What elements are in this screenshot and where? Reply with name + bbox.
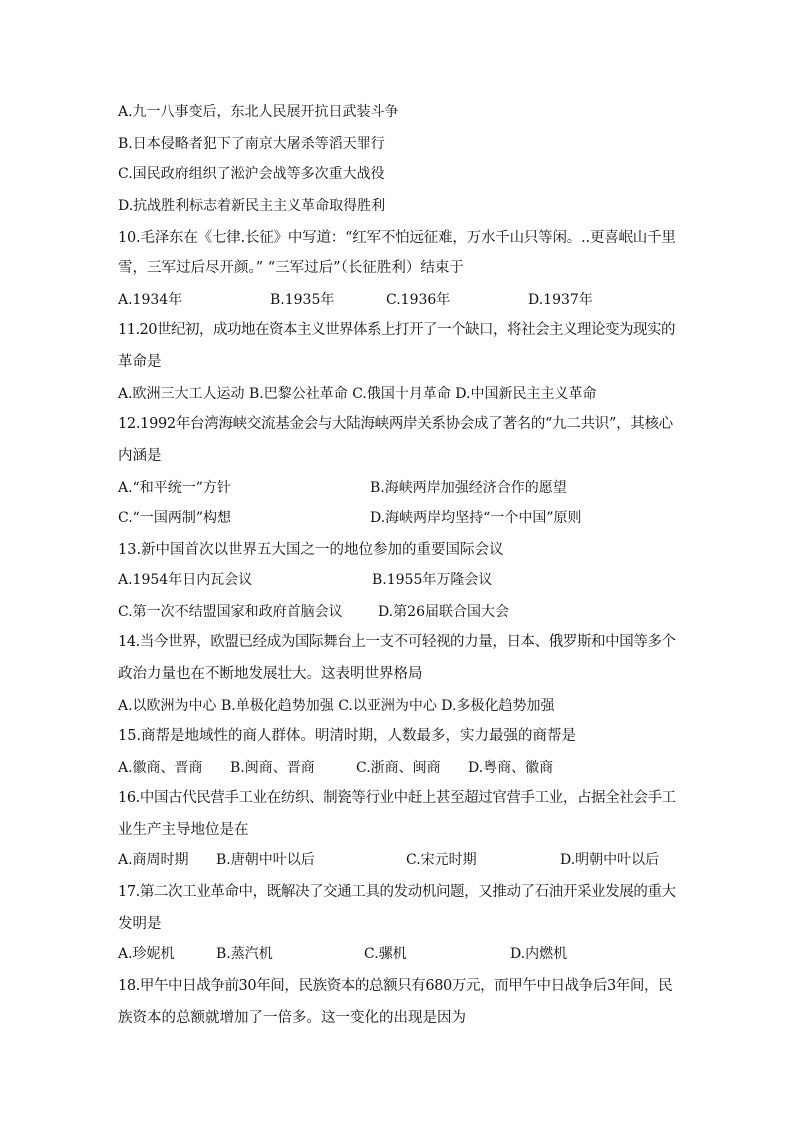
q15-option-d: D.粤商、徽商 (468, 760, 554, 776)
q9-option-b: B.日本侵略者犯下了南京大屠杀等滔天罪行 (118, 136, 385, 152)
q11-options: A.欧洲三大工人运动 B.巴黎公社革命 C.俄国十月革命 D.中国新民主主义革命 (118, 386, 597, 402)
q17-option-d: D.内燃机 (510, 946, 568, 962)
q9-option-c: C.国民政府组织了淞沪会战等多次重大战役 (118, 166, 385, 182)
q10-stem-line2: 雪，三军过后尽开颜。” “三军过后”（长征胜利）结束于 (118, 260, 464, 276)
q15-option-b: B.闽商、晋商 (230, 760, 315, 776)
q17-stem-line2: 发明是 (118, 916, 162, 932)
q14-options: A.以欧洲为中心 B.单极化趋势加强 C.以亚洲为中心 D.多极化趋势加强 (118, 698, 555, 714)
q12-stem-line1: 12.1992年台湾海峡交流基金会与大陆海峡两岸关系协会成了著名的“九二共识”，其核心 (118, 416, 673, 432)
q15-option-a: A.徽商、晋商 (118, 760, 203, 776)
q10-option-d: D.1937年 (528, 292, 593, 308)
q14-stem-line1: 14.当今世界，欧盟已经成为国际舞台上一支不可轻视的力量，日本、俄罗斯和中国等多个 (118, 634, 676, 650)
q17-option-a: A.珍妮机 (118, 946, 175, 962)
q13-stem: 13.新中国首次以世界五大国之一的地位参加的重要国际会议 (118, 542, 504, 558)
q13-option-b: B.1955年万隆会议 (372, 572, 493, 588)
q12-option-d: D.海峡两岸均坚持“一个中国”原则 (370, 510, 582, 526)
q13-option-a: A.1954年日内瓦会议 (118, 572, 253, 588)
q16-stem-line2: 业生产主导地位是在 (118, 822, 249, 838)
q12-stem-line2: 内涵是 (118, 448, 162, 464)
q10-option-c: C.1936年 (386, 292, 451, 308)
q15-stem: 15.商帮是地域性的商人群体。明清时期，人数最多，实力最强的商帮是 (118, 728, 577, 744)
q16-stem-line1: 16.中国古代民营手工业在纺织、制瓷等行业中赶上甚至超过官营手工业，占据全社会手工 (118, 790, 676, 806)
q11-stem-line2: 革命是 (118, 354, 162, 370)
q17-option-b: B.蒸汽机 (216, 946, 273, 962)
q10-option-a: A.1934年 (118, 292, 183, 308)
q11-stem-line1: 11.20世纪初，成功地在资本主义世界体系上打开了一个缺口，将社会主义理论变为现实的 (118, 322, 676, 338)
q13-option-d: D.第26届联合国大会 (378, 604, 509, 620)
q18-stem-line2: 族资本的总额就增加了一倍多。这一变化的出现是因为 (118, 1010, 466, 1026)
q13-option-c: C.第一次不结盟国家和政府首脑会议 (118, 604, 343, 620)
q16-option-b: B.唐朝中叶以后 (216, 852, 315, 868)
q16-option-c: C.宋元时期 (406, 852, 477, 868)
q10-stem-line1: 10.毛泽东在《七律.长征》中写道：“红军不怕远征难，万水千山只等闲。..更喜岷山千里 (118, 230, 676, 246)
q12-option-a: A.“和平统一”方针 (118, 480, 231, 496)
q9-option-a: A.九一八事变后，东北人民展开抗日武装斗争 (118, 104, 399, 120)
q16-option-d: D.明朝中叶以后 (560, 852, 660, 868)
q17-option-c: C.骡机 (364, 946, 407, 962)
q16-option-a: A.商周时期 (118, 852, 189, 868)
q17-stem-line1: 17.第二次工业革命中，既解决了交通工具的发动机问题，又推动了石油开采业发展的重大 (118, 884, 676, 900)
q10-option-b: B.1935年 (270, 292, 335, 308)
q18-stem-line1: 18.甲午中日战争前30年间，民族资本的总额只有680万元，而甲午中日战争后3年间，民 (118, 978, 673, 994)
q12-option-b: B.海峡两岸加强经济合作的愿望 (370, 480, 567, 496)
q15-option-c: C.浙商、闽商 (356, 760, 441, 776)
q9-option-d: D.抗战胜利标志着新民主主义革命取得胜利 (118, 198, 386, 214)
q12-option-c: C.“一国两制”构想 (118, 510, 231, 526)
q14-stem-line2: 政治力量也在不断地发展壮大。这表明世界格局 (118, 666, 423, 682)
